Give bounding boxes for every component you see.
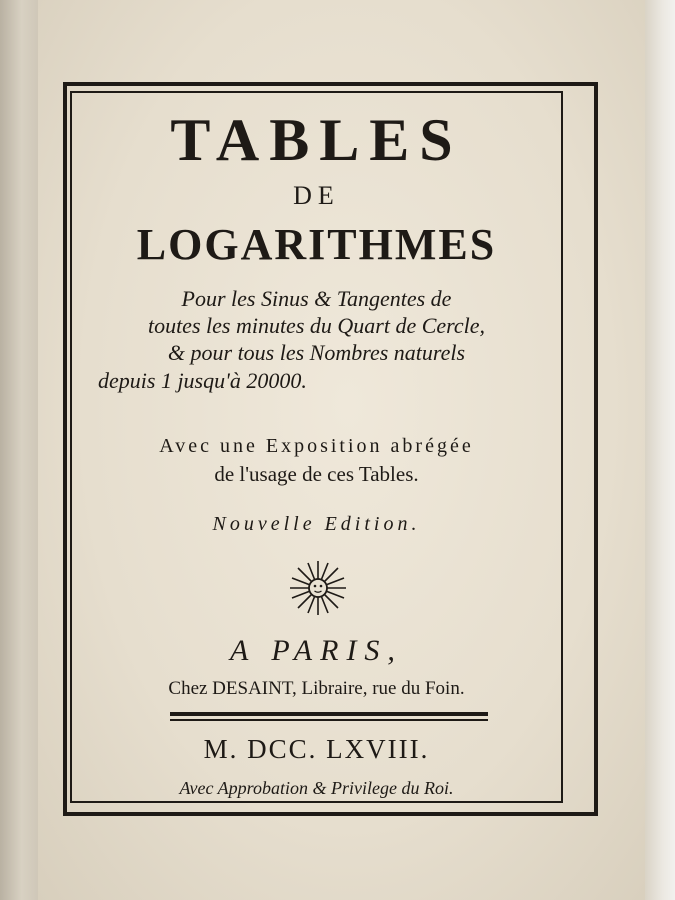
edition-label: Nouvelle Edition. [212,513,421,535]
sun-ornament-icon [286,559,350,617]
exposition-line-2: de l'usage de ces Tables. [214,462,419,486]
title-line-3: LOGARITHMES [136,220,497,269]
title-line-2: DE [293,181,340,210]
subtitle-line-2: toutes les minutes du Quart de Cercle, [147,313,486,338]
title-page-content [72,93,561,801]
title-line-1: TABLES [170,107,463,173]
imprint-privilege: Avec Approbation & Privilege du Roi. [179,778,454,798]
divider-rule-thick [170,712,488,716]
imprint-city: A PARIS, [230,634,403,667]
imprint-year: M. DCC. LXVIII. [203,734,430,764]
page-edge [645,0,675,900]
divider-rule-thin [170,719,488,721]
imprint-publisher: Chez DESAINT, Libraire, rue du Foin. [168,678,465,699]
subtitle-line-4: depuis 1 jusqu'à 20000. [98,368,307,393]
subtitle-line-3: & pour tous les Nombres naturels [167,340,466,365]
subtitle-line-1: Pour les Sinus & Tangentes de [181,286,452,311]
exposition-line-1: Avec une Exposition abrégée [159,435,474,457]
